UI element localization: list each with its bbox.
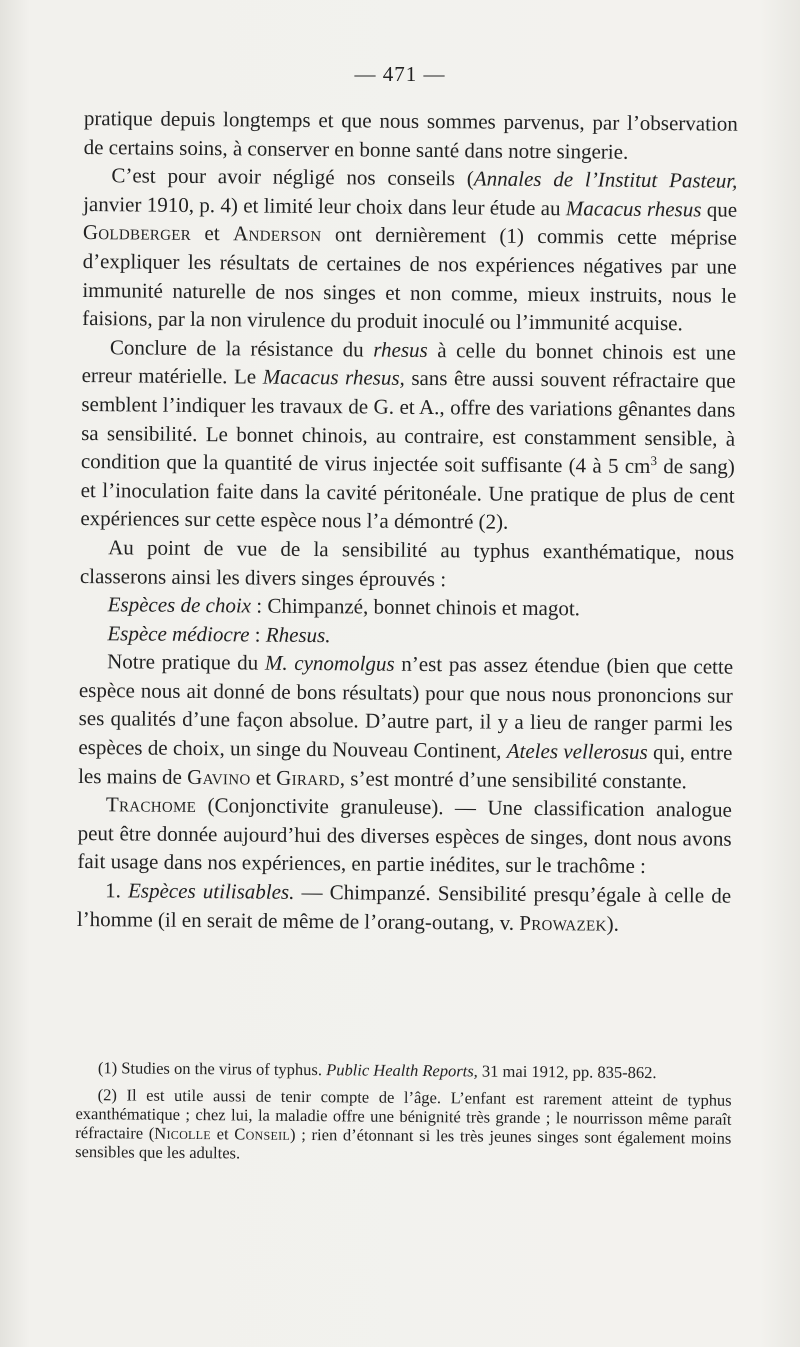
- footnote-1: [76, 1058, 732, 1083]
- text-run: :: [249, 622, 266, 647]
- journal-title: Annales de l’Institut Pasteur,: [473, 166, 738, 193]
- species-name: Macacus rhesus: [565, 195, 702, 222]
- text-run: n’est pas assez étendue (bien que cette espèce nous ait donné de bons résultats) pour que nous nous prononcions sur ses qualités d’une façon absolue. D’autre part, il y a lieu de ranger parmi les espèces de choix, un singe du Nouveau Continent,: [78, 652, 734, 763]
- page-number: — 471 —: [354, 62, 446, 86]
- author-name: Anderson: [232, 221, 322, 247]
- text-run: (2) Il est utile aussi de tenir compte de l’âge. L’enfant est rarement atteint de typhus exanthématique ; chez lui, la maladie offre une bénignité très grande ; le nourrisson même paraît réfractaire (: [75, 1085, 732, 1143]
- author-name: Gavino: [187, 764, 251, 790]
- text-run: et: [250, 765, 277, 790]
- text-run: janvier 1910, p. 4) et limité leur choix dans leur étude au: [83, 191, 566, 220]
- text-run: — Chimpanzé. Sensibilité presqu’égale à celle de l’homme (il en serait de même de l’orang-outang, v.: [76, 879, 732, 935]
- paragraph-4: Au point de vue de la sensibilité au typhus exanthématique, nous classerons ainsi les divers singes éprouvés :: [79, 535, 735, 591]
- text-run: et: [190, 221, 234, 246]
- text-run: et: [210, 1124, 235, 1144]
- text-run: Notre pratique du: [107, 649, 265, 675]
- category-label: Espèces utilisables.: [127, 878, 295, 904]
- journal-title: Public Health Reports,: [326, 1060, 478, 1081]
- text-run: C’est pour avoir négligé nos conseils (: [111, 163, 474, 191]
- superscript: 3: [650, 453, 658, 469]
- species-name: M. cynomolgus: [264, 650, 395, 677]
- species-name: Rhesus.: [265, 622, 331, 647]
- author-name: Goldberger: [82, 220, 192, 246]
- paragraph-1: pratique depuis longtemps et que nous sommes parvenus, par l’observation de certains soins, à conserver en bonne santé dans notre singerie.: [83, 105, 738, 164]
- author-name: Prowazek: [519, 910, 607, 936]
- text-run: (1) Studies on the virus of typhus.: [97, 1058, 327, 1080]
- author-name: Nicolle: [154, 1123, 212, 1144]
- text-run: ) ; rien d’étonnant si les très jeunes singes sont également moins sensibles que les adultes.: [75, 1124, 732, 1163]
- text-run: (Conjonctivite granuleuse). — Une classification analogue peut être donnée aujourd’hui des diverses espèces de singes, dont nous avons fait usage dans nos expériences, en partie inédites, sur le trachôme :: [77, 793, 732, 879]
- section-title: Trachome: [105, 792, 197, 818]
- text-run: sans être aussi souvent réfractaire que semblent l’indiquer les travaux de G. et A., offre des variations gênantes dans sa sensibilité. Le bonnet chinois, au contraire, est constamment sensible, à condition que la quantité de virus injectée soit suffisante (4 à 5 cm: [80, 366, 736, 479]
- text-run: que: [701, 197, 738, 222]
- list-number: 1.: [105, 878, 129, 903]
- category-label: Espèce médiocre: [107, 620, 250, 647]
- text-run: de sang) et l’inoculation faite dans la cavité péritonéale. Une pratique de plus de cent expériences sur cette espèce nous l’a démontré (2).: [80, 454, 735, 535]
- paragraph-9: [77, 876, 731, 939]
- text-run: , s’est montré d’une sensibilité constante.: [339, 765, 687, 793]
- text-run: à celle du bonnet chinois est une erreur matérielle. Le: [81, 337, 736, 389]
- text-run: : Chimpanzé, bonnet chinois et magot.: [250, 593, 581, 621]
- species-name: Ateles vellerosus: [506, 738, 648, 765]
- author-name: Conseil: [234, 1124, 291, 1144]
- text-run: ont dernièrement (1) commis cette méprise d’expliquer les résultats de certaines de nos expériences négatives par une immunité naturelle de nos singes et non comme, mieux instruits, nous le faisions, par la non virulence du produit inoculé ou l’immunité acquise.: [82, 222, 737, 336]
- paragraph-8: [77, 790, 732, 881]
- main-text: [77, 104, 738, 939]
- text-run: 31 mai 1912, pp. 835-862.: [477, 1061, 657, 1083]
- text-run: ).: [606, 911, 620, 936]
- footnote-2: [75, 1085, 732, 1167]
- text-run: qui, entre les mains de: [78, 740, 733, 789]
- category-label: Espèces de choix: [107, 592, 252, 618]
- author-name: Girard: [276, 765, 340, 790]
- text-run: Conclure de la résistance du: [109, 334, 374, 362]
- paragraph-2: [82, 161, 737, 338]
- paragraph-7: [78, 647, 733, 796]
- footnotes: [75, 1058, 732, 1175]
- paragraph-3: [80, 333, 736, 539]
- species-name: Macacus rhesus,: [262, 364, 405, 391]
- species-name: rhesus: [373, 337, 428, 362]
